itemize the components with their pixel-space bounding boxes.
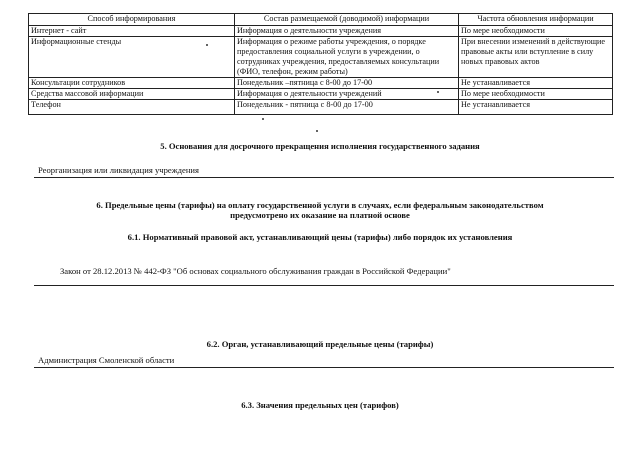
table-row	[29, 26, 613, 37]
cell-content: Информация о деятельности учреждений	[235, 89, 459, 100]
cell-frequency: По мере необходимости	[459, 89, 613, 100]
section-6-3-heading: 6.3. Значения предельных цен (тарифов)	[241, 400, 399, 410]
divider-line	[34, 367, 614, 368]
section-5-heading: 5. Основания для досрочного прекращения исполнения государственного задания	[160, 141, 480, 151]
section-6-1-text: Закон от 28.12.2013 № 442-ФЗ "Об основах социального обслуживания граждан в Российской Федерации"	[60, 266, 451, 276]
section-6-2-text: Администрация Смоленской области	[38, 355, 175, 365]
cell-content: Информация о деятельности учреждения	[235, 26, 459, 37]
table-row	[29, 78, 613, 89]
cell-method: Консультации сотрудников	[29, 78, 235, 89]
scan-speck	[316, 130, 318, 132]
section-5-text: Реорганизация или ликвидация учреждения	[38, 165, 199, 175]
table-header-row	[29, 14, 613, 26]
cell-method: Средства массовой информации	[29, 89, 235, 100]
cell-frequency: По мере необходимости	[459, 26, 613, 37]
cell-content: Информация о режиме работы учреждения, о порядке предоставления социальной услуги в учреждении, о сотрудниках учреждения, предоставляемых консультации (ФИО, телефон, режим работы)	[235, 37, 459, 78]
scan-speck	[262, 118, 264, 120]
cell-method: Интернет - сайт	[29, 26, 235, 37]
cell-content: Понедельник –пятница с 8-00 до 17-00	[235, 78, 459, 89]
section-6-heading-line-2: предусмотрено их оказание на платной основе	[230, 210, 410, 220]
scan-speck	[437, 91, 439, 93]
cell-method: Информационные стенды	[29, 37, 235, 78]
cell-frequency: Не устанавливается	[459, 100, 613, 115]
section-6-2-heading: 6.2. Орган, устанавливающий предельные цены (тарифы)	[206, 339, 434, 349]
cell-frequency: Не устанавливается	[459, 78, 613, 89]
cell-content: Понедельник - пятница с 8-00 до 17-00	[235, 100, 459, 115]
cell-frequency: При внесении изменений в действующие правовые акты или вступление в силу новых правовых актов	[459, 37, 613, 78]
scan-speck	[206, 44, 208, 46]
divider-line	[34, 177, 614, 178]
column-header-method: Способ информирования	[29, 14, 235, 26]
cell-method: Телефон	[29, 100, 235, 115]
divider-line	[34, 285, 614, 286]
table-row	[29, 100, 613, 115]
table-row	[29, 37, 613, 78]
section-6-1-heading: 6.1. Нормативный правовой акт, устанавливающий цены (тарифы) либо порядок их установления	[127, 232, 513, 242]
column-header-content: Состав размещаемой (доводимой) информации	[235, 14, 459, 26]
information-table	[28, 13, 613, 115]
column-header-frequency: Частота обновления информации	[459, 14, 613, 26]
table-row	[29, 89, 613, 100]
section-6-heading-line-1: 6. Предельные цены (тарифы) на оплату государственной услуги в случаях, если федеральным законодательством	[96, 200, 544, 210]
